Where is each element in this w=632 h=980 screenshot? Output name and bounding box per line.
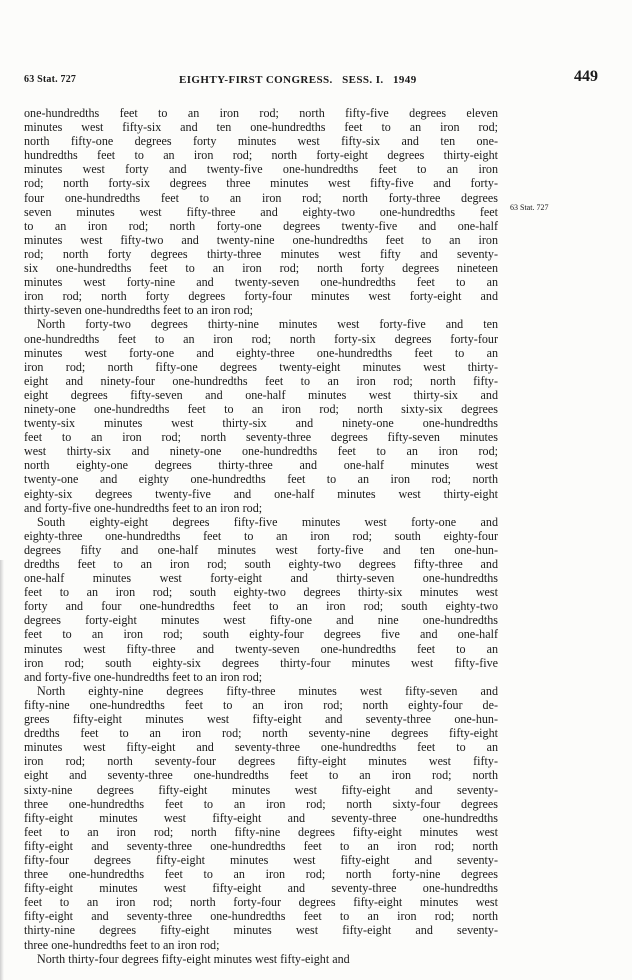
text-line: twenty-one and eighty one-hundredths feet to an iron rod; north: [24, 472, 498, 487]
text-line: eighty-three one-hundredths feet to an iron rod; south eighty-four: [24, 528, 498, 543]
text-line: and forty-five one-hundredths feet to an iron rod;: [24, 500, 263, 515]
text-line: sixty-nine degrees fifty-eight minutes west fifty-eight and seventy-: [24, 782, 498, 797]
text-line: feet to an iron rod; north forty-four degrees fifty-eight minutes west: [24, 895, 498, 910]
text-line: six one-hundredths feet to an iron rod; north forty degrees nineteen: [24, 261, 498, 276]
text-line: minutes west fifty-eight and seventy-three one-hundredths feet to an: [24, 740, 498, 755]
text-line: and forty-five one-hundredths feet to an iron rod;: [24, 669, 263, 684]
paragraph: [24, 952, 498, 966]
paragraph: [24, 106, 498, 317]
paragraph: [24, 684, 498, 952]
text-line: iron rod; south eighty-six degrees thirty-four minutes west fifty-five: [24, 655, 498, 670]
text-line: thirty-nine degrees fifty-eight minutes west fifty-eight and seventy-: [24, 923, 498, 938]
statute-reference: 63 Stat. 727: [24, 74, 77, 85]
text-line: ninety-one one-hundredths feet to an iron rod; north sixty-six degrees: [24, 401, 498, 416]
text-line: feet to an iron rod; north seventy-three degrees fifty-seven minutes: [24, 430, 498, 445]
text-line: three one-hundredths feet to an iron rod; north forty-nine degrees: [24, 867, 498, 882]
text-line: eighty-six degrees twenty-five and one-half minutes west thirty-eight: [24, 486, 498, 501]
text-line: feet to an iron rod; north fifty-nine degrees fifty-eight minutes west: [24, 824, 498, 839]
text-line: rod; north forty-six degrees three minutes west fifty-five and forty-: [24, 176, 498, 191]
text-line: one-hundredths feet to an iron rod; north forty-six degrees forty-four: [24, 331, 498, 346]
text-line: minutes west forty and twenty-five one-hundredths feet to an iron: [24, 162, 498, 177]
text-line: three one-hundredths feet to an iron rod; north sixty-four degrees: [24, 796, 498, 811]
text-line: hundredths feet to an iron rod; north forty-eight degrees thirty-eight: [24, 148, 498, 163]
page-number: 449: [574, 68, 598, 85]
text-line: North forty-two degrees thirty-nine minutes west forty-five and ten: [37, 317, 498, 332]
text-line: grees fifty-eight minutes west fifty-eight and seventy-three one-hun-: [24, 712, 498, 727]
text-line: fifty-eight and seventy-three one-hundredths feet to an iron rod; north: [24, 838, 498, 853]
margin-note: 63 Stat. 727: [510, 203, 549, 212]
text-line: North thirty-four degrees fifty-eight minutes west fifty-eight and: [37, 951, 350, 966]
scan-edge-shadow: [0, 560, 4, 980]
page-header: [24, 68, 616, 88]
text-line: fifty-eight minutes west fifty-eight and seventy-three one-hundredths: [24, 810, 498, 825]
text-line: one-half minutes west forty-eight and thirty-seven one-hundredths: [24, 571, 498, 586]
text-line: eight and ninety-four one-hundredths feet to an iron rod; north fifty-: [24, 373, 498, 388]
text-line: twenty-six minutes west thirty-six and ninety-one one-hundredths: [24, 416, 498, 431]
text-line: north eighty-one degrees thirty-three and one-half minutes west: [24, 458, 498, 473]
text-line: west thirty-six and ninety-one one-hundredths feet to an iron rod;: [24, 444, 498, 459]
text-line: degrees fifty and one-half minutes west forty-five and ten one-hun-: [24, 542, 498, 557]
paragraph: [24, 515, 498, 684]
text-line: minutes west fifty-two and twenty-nine one-hundredths feet to an iron: [24, 232, 498, 247]
text-line: four one-hundredths feet to an iron rod; north forty-three degrees: [24, 190, 498, 205]
text-line: degrees forty-eight minutes west fifty-one and nine one-hundredths: [24, 613, 498, 628]
running-title: EIGHTY-FIRST CONGRESS. SESS. I. 1949: [179, 74, 417, 86]
text-line: forty and four one-hundredths feet to an iron rod; south eighty-two: [24, 599, 498, 614]
text-line: minutes west fifty-six and ten one-hundredths feet to an iron rod;: [24, 120, 498, 135]
text-line: minutes west fifty-three and twenty-seven one-hundredths feet to an: [24, 641, 498, 656]
text-line: feet to an iron rod; south eighty-four degrees five and one-half: [24, 627, 498, 642]
text-line: rod; north forty degrees thirty-three minutes west fifty and seventy-: [24, 246, 498, 261]
text-line: dredths feet to an iron rod; south eighty-two degrees fifty-three and: [24, 557, 498, 571]
text-line: thirty-seven one-hundredths feet to an iron rod;: [24, 303, 254, 318]
text-line: seven minutes west fifty-three and eighty-two one-hundredths feet: [24, 204, 498, 219]
text-line: North eighty-nine degrees fifty-three minutes west fifty-seven and: [37, 683, 498, 698]
text-line: fifty-eight and seventy-three one-hundredths feet to an iron rod; north: [24, 909, 498, 924]
text-line: minutes west forty-one and eighty-three one-hundredths feet to an: [24, 345, 498, 360]
paragraph: [24, 317, 498, 514]
text-line: iron rod; north fifty-one degrees twenty-eight minutes west thirty-: [24, 359, 498, 374]
text-line: iron rod; north seventy-four degrees fifty-eight minutes west fifty-: [24, 754, 498, 769]
text-line: eight degrees fifty-seven and one-half minutes west thirty-six and: [24, 387, 498, 402]
text-line: fifty-four degrees fifty-eight minutes west fifty-eight and seventy-: [24, 852, 498, 867]
text-line: north fifty-one degrees forty minutes west fifty-six and ten one-: [24, 134, 498, 149]
text-line: one-hundredths feet to an iron rod; north fifty-five degrees eleven: [24, 106, 498, 120]
text-line: three one-hundredths feet to an iron rod;: [24, 937, 220, 952]
text-line: minutes west forty-nine and twenty-seven one-hundredths feet to an: [24, 275, 498, 290]
body-text: [24, 106, 498, 966]
text-line: fifty-nine one-hundredths feet to an iron rod; north eighty-four de-: [24, 697, 498, 712]
text-line: iron rod; north forty degrees forty-four minutes west forty-eight and: [24, 289, 498, 304]
text-line: eight and seventy-three one-hundredths feet to an iron rod; north: [24, 768, 498, 783]
text-line: to an iron rod; north forty-one degrees twenty-five and one-half: [24, 218, 498, 233]
text-line: feet to an iron rod; south eighty-two degrees thirty-six minutes west: [24, 585, 498, 600]
text-line: fifty-eight minutes west fifty-eight and seventy-three one-hundredths: [24, 881, 498, 896]
text-line: dredths feet to an iron rod; north seventy-nine degrees fifty-eight: [24, 726, 498, 741]
text-line: South eighty-eight degrees fifty-five minutes west forty-one and: [37, 514, 498, 529]
